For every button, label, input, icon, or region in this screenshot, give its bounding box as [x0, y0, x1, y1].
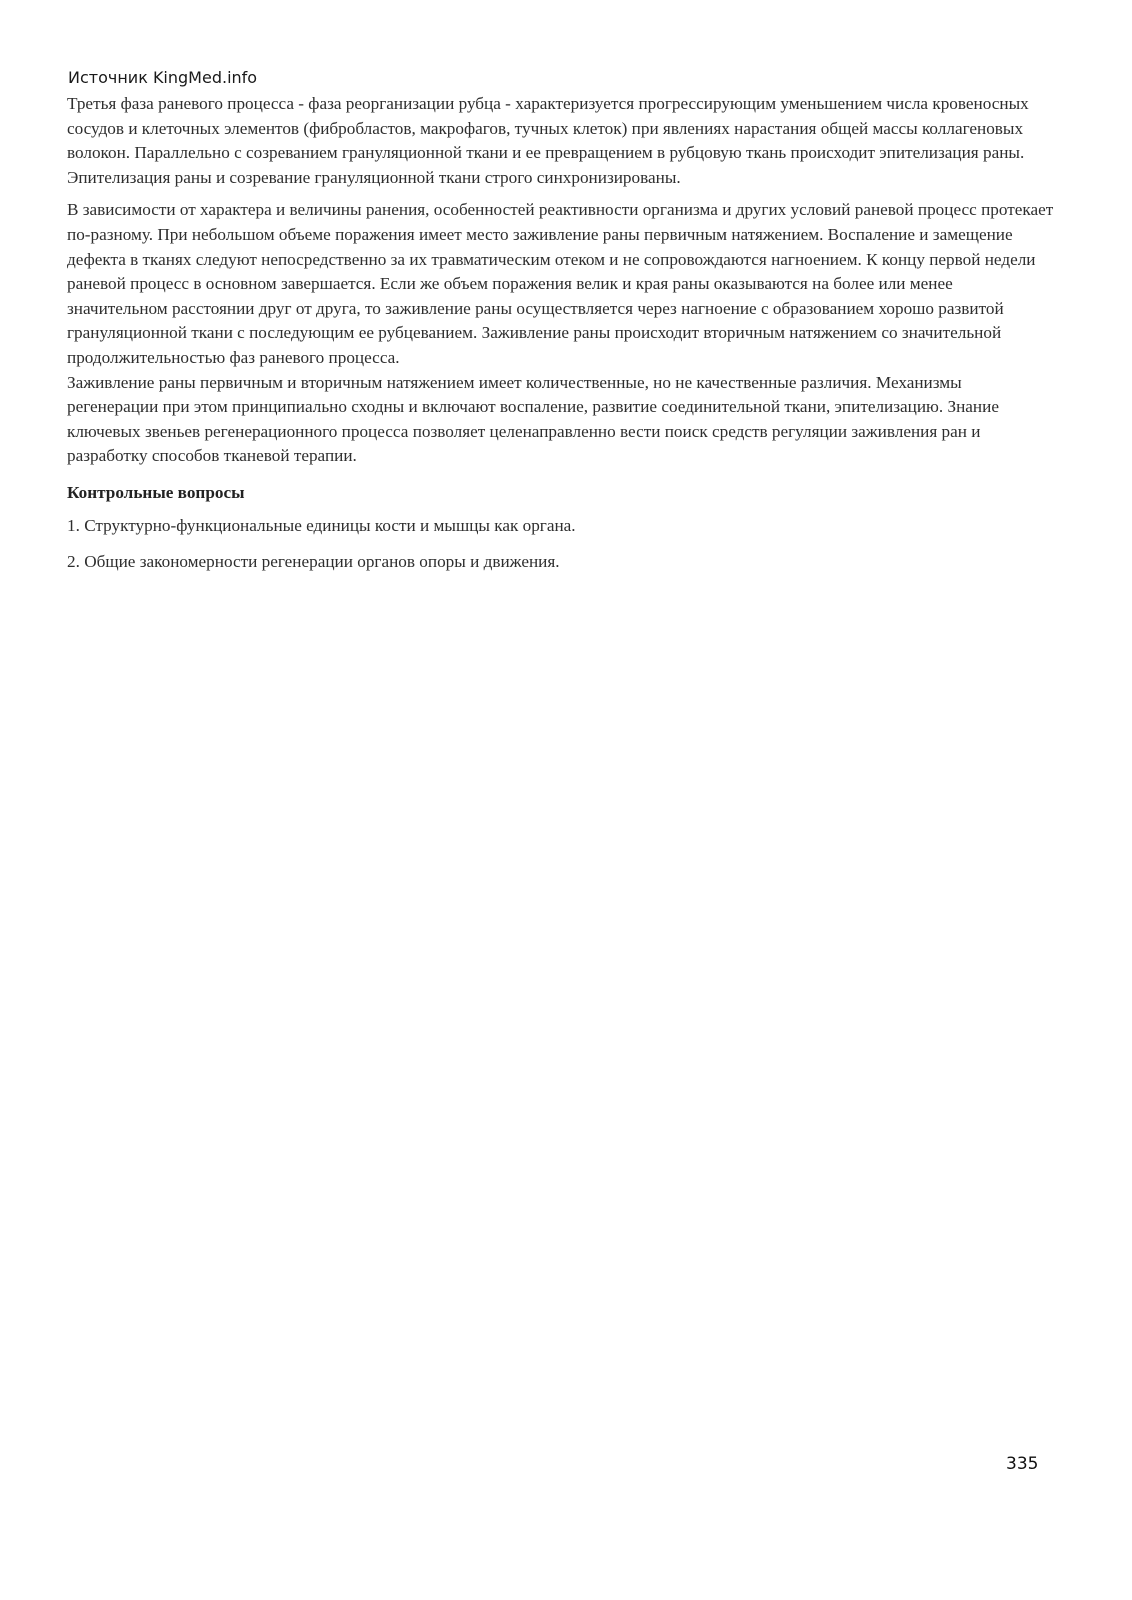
page-number: 335 — [1006, 1454, 1039, 1474]
page-content — [67, 92, 1057, 575]
section-heading: Контрольные вопросы — [67, 482, 245, 502]
paragraph-scar-reorganization: Третья фаза раневого процесса - фаза реорганизации рубца - характеризуется прогрессирующим уменьшением числа кровеносных сосудов и клеточных элементов (фибробластов, макрофагов, тучных клеток) при явлениях нарастания общей массы коллагеновых волокон. Параллельно с созреванием грануляционной ткани и ее превращением в рубцовую ткань происходит эпителизация раны. Эпителизация раны и созревание грануляционной ткани строго синхронизированы. — [67, 94, 1029, 187]
paragraph-healing-mechanisms: Заживление раны первичным и вторичным натяжением имеет количественные, но не качественные различия. Механизмы регенерации при этом принципиально сходны и включают воспаление, развитие соединительной ткани, эпителизацию. Знание ключевых звеньев регенерационного процесса позволяет целенаправленно вести поиск средств регуляции заживления ран и разработку способов тканевой терапии. — [67, 372, 999, 466]
source-label: Источник KingMed.info — [68, 68, 258, 87]
paragraph-wound-healing-types: В зависимости от характера и величины ранения, особенностей реактивности организма и других условий раневой процесс протекает по-разному. При небольшом объеме поражения имеет место заживление раны первичным натяжением. Воспаление и замещение дефекта в тканях следуют непосредственно за их травматическим отеком и не сопровождаются нагноением. К концу первой недели раневой процесс в основном завершается. Если же объем поражения велик и края раны оказываются на более или менее значительном расстоянии друг от друга, то заживление раны осуществляется через нагноение с образованием хорошо развитой грануляционной ткани с последующим ее рубцеванием. Заживление раны происходит вторичным натяжением со значительной продолжительностью фаз раневого процесса. — [67, 200, 1054, 367]
question-item: 2. Общие закономерности регенерации органов опоры и движения. — [67, 552, 560, 572]
question-item: 1. Структурно-функциональные единицы кости и мышцы как органа. — [67, 515, 576, 535]
